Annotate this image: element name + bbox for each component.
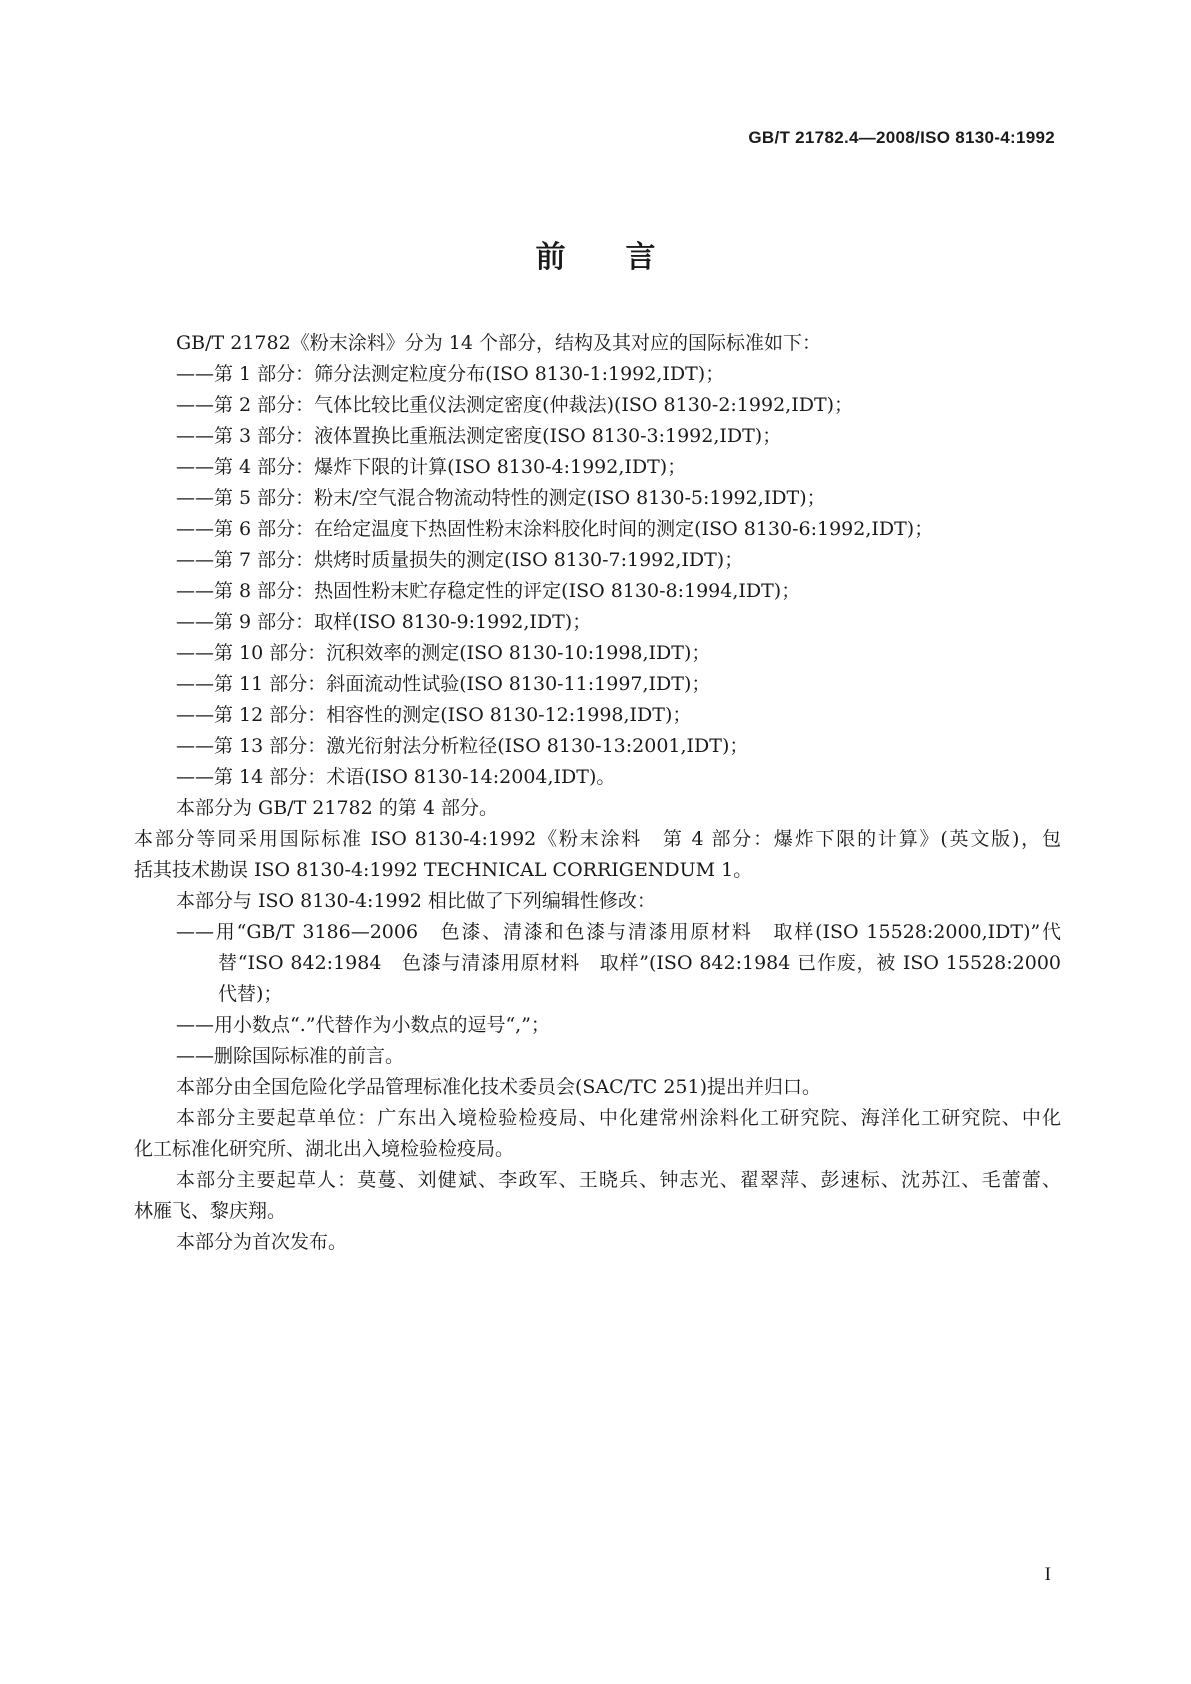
first-release-paragraph: 本部分为首次发布。 [176,1231,348,1253]
part-list-item: ——第 7 部分：烘烤时质量损失的测定(ISO 8130-7:1992,IDT)； [176,549,744,571]
part-list-item: ——第 6 部分：在给定温度下热固性粉末涂料胶化时间的测定(ISO 8130-6:1992,IDT)； [176,518,934,540]
standard-code-header: GB/T 21782.4—2008/ISO 8130-4:1992 [748,128,1055,147]
part-list-item: ——第 5 部分：粉末/空气混合物流动特性的测定(ISO 8130-5:1992,IDT)； [176,487,826,509]
part-list-item: ——第 2 部分：气体比较比重仪法测定密度(仲裁法)(ISO 8130-2:1992,IDT)； [176,394,854,416]
part-list-item: ——第 14 部分：术语(ISO 8130-14:2004,IDT)。 [176,766,616,788]
page-title: 前言 [535,240,716,275]
part-number-paragraph: 本部分为 GB/T 21782 的第 4 部分。 [176,797,498,819]
adoption-paragraph-line2: 括其技术勘误 ISO 8130-4:1992 TECHNICAL CORRIGENDUM 1。 [134,859,753,881]
drafters-line2: 林雁飞、黎庆翔。 [134,1200,287,1222]
part-list-item: ——第 10 部分：沉积效率的测定(ISO 8130-10:1998,IDT)； [176,642,711,664]
drafting-units-line1: 本部分主要起草单位：广东出入境检验检疫局、中化建常州涂料化工研究院、海洋化工研究院、中化 [176,1107,1061,1129]
part-list-item: ——第 1 部分：筛分法测定粒度分布(ISO 8130-1:1992,IDT)； [176,363,725,385]
part-list-item: ——第 4 部分：爆炸下限的计算(ISO 8130-4:1992,IDT)； [176,456,687,478]
part-list-item: ——第 3 部分：液体置换比重瓶法测定密度(ISO 8130-3:1992,IDT)； [176,425,782,447]
intro-paragraph: GB/T 21782《粉末涂料》分为 14 个部分，结构及其对应的国际标准如下： [176,332,821,354]
adoption-paragraph-line1: 本部分等同采用国际标准 ISO 8130-4:1992《粉末涂料 第 4 部分：爆炸下限的计算》(英文版)，包 [134,828,1061,850]
proposed-by-paragraph: 本部分由全国危险化学品管理标准化技术委员会(SAC/TC 251)提出并归口。 [176,1076,822,1098]
part-list-item: ——第 13 部分：激光衍射法分析粒径(ISO 8130-13:2001,IDT)； [176,735,749,757]
change-item-2: ——用小数点“.”代替作为小数点的逗号“,”； [176,1014,550,1036]
preface-body [134,328,1061,1258]
page-number: I [1044,1564,1051,1585]
drafters-line1: 本部分主要起草人：莫蔓、刘健斌、李政军、王晓兵、钟志光、翟翠萍、彭速标、沈苏江、毛蕾蕾、 [176,1169,1061,1191]
changes-paragraph: 本部分与 ISO 8130-4:1992 相比做了下列编辑性修改： [176,890,656,912]
change-item-1-line2: 替“ISO 842:1984 色漆与清漆用原材料 取样”(ISO 842:1984 已作废，被 ISO 15528:2000 [218,952,1061,974]
part-list-item: ——第 9 部分：取样(ISO 8130-9:1992,IDT)； [176,611,592,633]
change-item-1-line1: ——用“GB/T 3186—2006 色漆、清漆和色漆与清漆用原材料 取样(ISO 15528:2000,IDT)”代 [176,921,1061,943]
drafting-units-line2: 化工标准化研究所、湖北出入境检验检疫局。 [134,1138,515,1160]
part-list-item: ——第 8 部分：热固性粉末贮存稳定性的评定(ISO 8130-8:1994,IDT)； [176,580,801,602]
change-item-1-line3: 代替)； [218,983,283,1005]
part-list-item: ——第 11 部分：斜面流动性试验(ISO 8130-11:1997,IDT)； [176,673,711,695]
part-list-item: ——第 12 部分：相容性的测定(ISO 8130-12:1998,IDT)； [176,704,692,726]
change-item-3: ——删除国际标准的前言。 [176,1045,405,1067]
